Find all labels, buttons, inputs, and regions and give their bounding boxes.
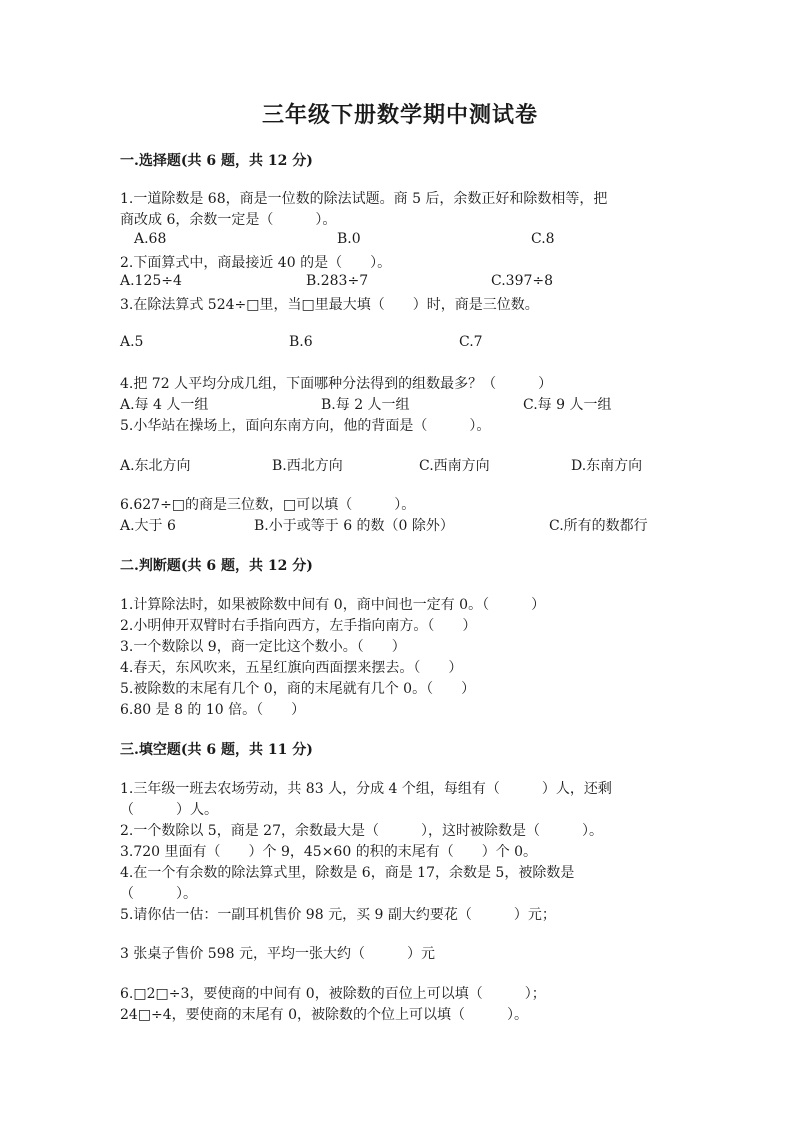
question-4-option-b: B.每 2 人一组 (321, 397, 410, 413)
question-2-option-b: B.283÷7 (306, 273, 369, 289)
question-1-option-a: A.68 (134, 231, 167, 247)
section-heading-fill-blank: 三.填空题(共 6 题，共 11 分) (120, 742, 313, 758)
question-5-option-c: C.西南方向 (419, 458, 490, 474)
section-heading-choice: 一.选择题(共 6 题，共 12 分) (120, 153, 313, 169)
question-4-option-c: C.每 9 人一组 (523, 397, 612, 413)
fill-line-7: 5.请你估一估：一副耳机售价 98 元，买 9 副大约要花（ ）元； (120, 907, 556, 923)
question-6-stem: 6.627÷□的商是三位数，□可以填（ ）。 (120, 497, 416, 513)
judgement-line-1: 1.计算除法时，如果被除数中间有 0，商中间也一定有 0。（ ） (120, 597, 546, 613)
question-5-option-a: A.东北方向 (120, 458, 191, 474)
fill-line-1: 1.三年级一班去农场劳动，共 83 人，分成 4 个组，每组有（ ）人，还剩 (120, 781, 612, 797)
judgement-line-6: 6.80 是 8 的 10 倍。（ ） (120, 702, 306, 718)
fill-line-5: 4.在一个有余数的除法算式里，除数是 6，商是 17，余数是 5，被除数是 (120, 865, 575, 881)
question-1-stem-line-2: 商改成 6，余数一定是（ ）。 (120, 212, 337, 228)
fill-line-2: （ ）人。 (120, 802, 218, 818)
question-2-option-c: C.397÷8 (491, 273, 554, 289)
fill-line-3: 2.一个数除以 5，商是 27，余数最大是（ ），这时被除数是（ ）。 (120, 823, 603, 839)
judgement-line-2: 2.小明伸开双臂时右手指向西方，左手指向南方。（ ） (120, 618, 477, 634)
question-2-option-a: A.125÷4 (120, 273, 182, 289)
question-5-stem: 5.小华站在操场上，面向东南方向，他的背面是（ ）。 (120, 418, 491, 434)
fill-line-8: 3 张桌子售价 598 元，平均一张大约（ ）元 (120, 946, 435, 962)
question-2-stem: 2.下面算式中，商最接近 40 的是（ ）。 (120, 255, 392, 271)
question-1-option-b: B.0 (337, 231, 361, 247)
judgement-line-3: 3.一个数除以 9，商一定比这个数小。（ ） (120, 639, 406, 655)
question-6-option-a: A.大于 6 (120, 518, 176, 534)
question-1-stem-line-1: 1.一道除数是 68，商是一位数的除法试题。商 5 后，余数正好和除数相等，把 (120, 191, 608, 207)
question-4-stem: 4.把 72 人平均分成几组，下面哪种分法得到的组数最多？（ ） (120, 376, 553, 392)
question-3-stem: 3.在除法算式 524÷□里，当□里最大填（ ）时，商是三位数。 (120, 297, 539, 313)
question-4-option-a: A.每 4 人一组 (120, 397, 209, 413)
question-5-option-b: B.西北方向 (272, 458, 343, 474)
question-3-option-c: C.7 (459, 334, 483, 350)
question-3-option-a: A.5 (120, 334, 144, 350)
fill-line-10: 24□÷4，要使商的末尾有 0，被除数的个位上可以填（ ）。 (120, 1007, 529, 1023)
judgement-line-5: 5.被除数的末尾有几个 0，商的末尾就有几个 0。（ ） (120, 681, 476, 697)
question-6-option-c: C.所有的数都行 (549, 518, 648, 534)
question-6-option-b: B.小于或等于 6 的数（0 除外） (254, 518, 454, 534)
fill-line-9: 6.□2□÷3，要使商的中间有 0，被除数的百位上可以填（ ）； (120, 986, 546, 1002)
section-heading-judgement: 二.判断题(共 6 题，共 12 分) (120, 558, 313, 574)
fill-line-4: 3.720 里面有（ ）个 9，45×60 的积的末尾有（ ）个 0。 (120, 844, 538, 860)
page-title: 三年级下册数学期中测试卷 (261, 102, 538, 128)
fill-line-6: （ ）。 (120, 886, 197, 902)
question-5-option-d: D.东南方向 (571, 458, 643, 474)
question-3-option-b: B.6 (289, 334, 313, 350)
judgement-line-4: 4.春天，东风吹来，五星红旗向西面摆来摆去。（ ） (120, 660, 463, 676)
question-1-option-c: C.8 (531, 231, 555, 247)
